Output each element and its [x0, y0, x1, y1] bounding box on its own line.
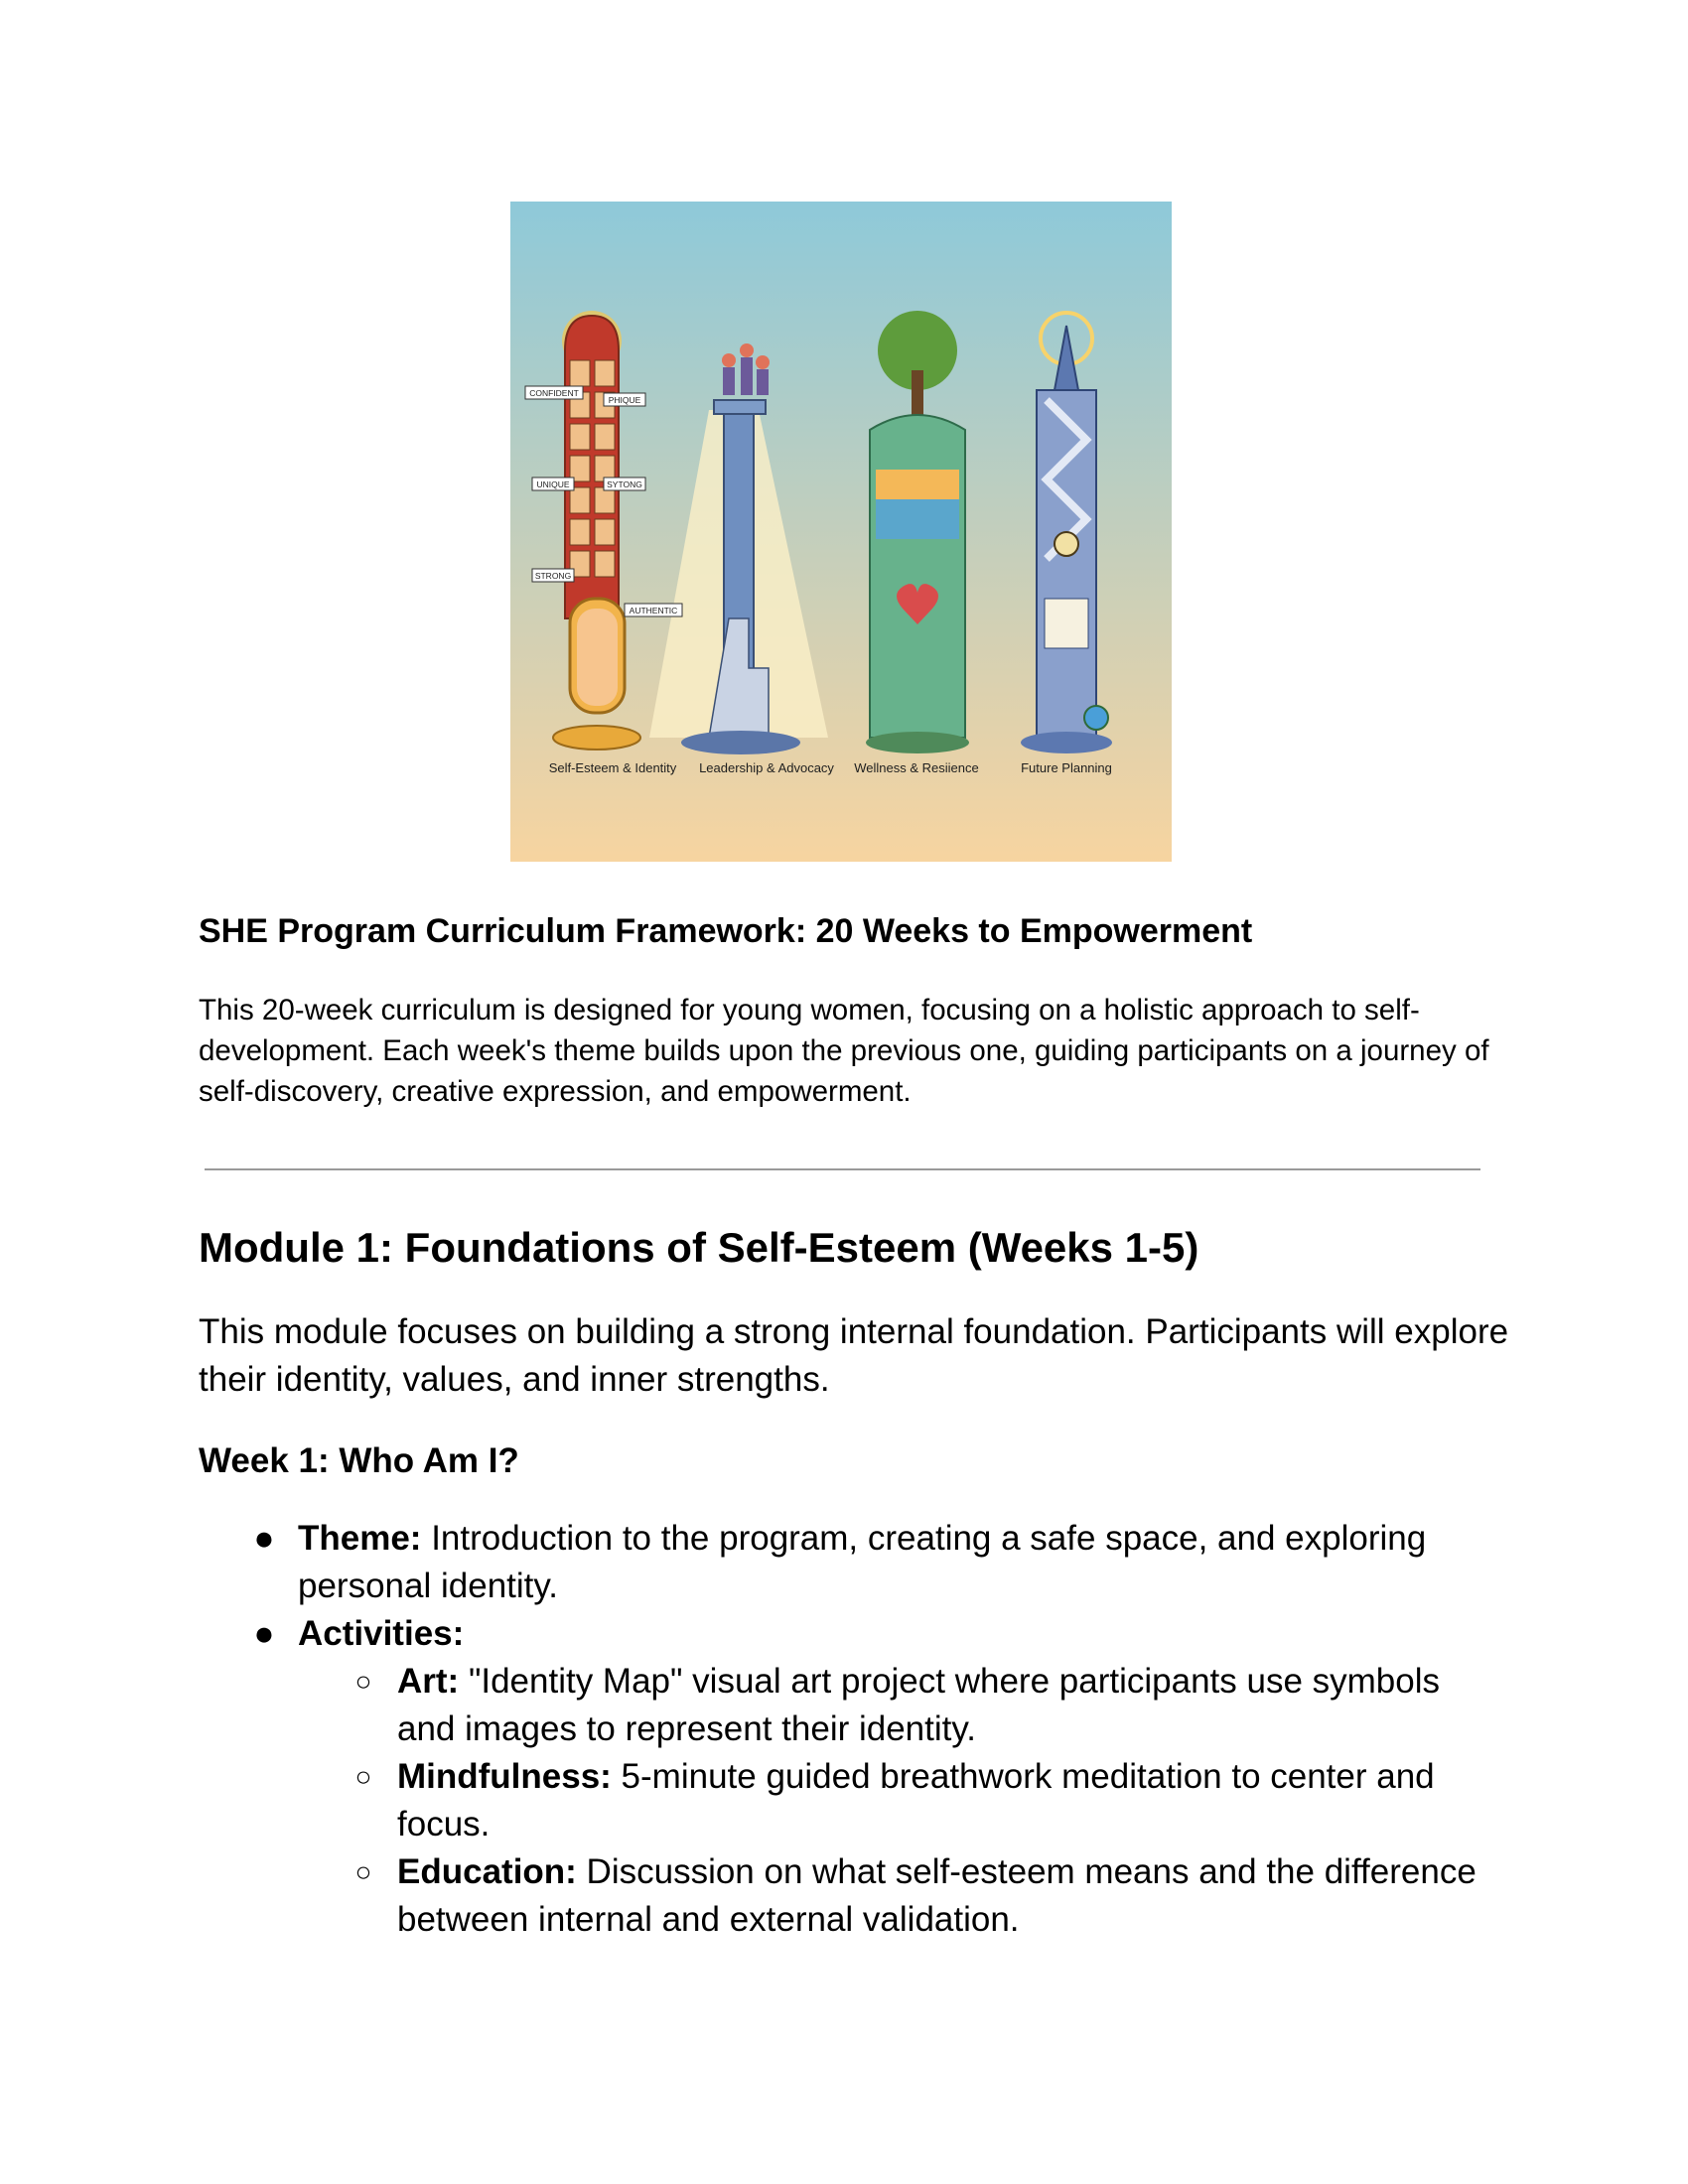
week-details-list — [199, 1515, 1489, 1944]
activity-text: "Identity Map" visual art project where participants use symbols and images to represent their identity. — [397, 1662, 1440, 1748]
list-item-theme — [199, 1515, 1489, 1610]
hollow-bullet-icon: ○ — [354, 1856, 372, 1887]
activity-label: Mindfulness: — [397, 1757, 612, 1796]
tag-strong: STRONG — [534, 571, 572, 581]
bullet-icon: ● — [253, 1614, 275, 1653]
tag-confident: CONFIDENT — [529, 388, 579, 398]
hero-illustration — [510, 202, 1172, 862]
tag-authentic: AUTHENTIC — [629, 606, 678, 615]
list-item-education — [199, 1848, 1489, 1944]
week-title: Week 1: Who Am I? — [199, 1441, 519, 1480]
activity-label: Art: — [397, 1662, 460, 1701]
activity-text: Discussion on what self-esteem means and the difference between internal and external validation. — [397, 1852, 1477, 1939]
list-item-activities — [199, 1610, 1489, 1658]
pillar-label-self-esteem: Self-Esteem & Identity — [548, 760, 677, 775]
activities-label: Activities: — [298, 1614, 465, 1653]
tag-phique: PHIQUE — [608, 395, 641, 405]
list-item-mindfulness — [199, 1753, 1489, 1848]
module-description: This module focuses on building a strong internal foundation. Participants will explore their identity, values, and inner strengths. — [199, 1312, 1509, 1399]
theme-label: Theme: — [298, 1519, 422, 1558]
section-divider — [205, 1168, 1480, 1170]
pillar-label-leadership: Leadership & Advocacy — [699, 760, 834, 775]
bullet-icon: ● — [253, 1519, 275, 1558]
pillar-label-wellness: Wellness & Resiience — [854, 760, 979, 775]
tag-sytong: SYTONG — [607, 479, 642, 489]
activity-text: 5-minute guided breathwork meditation to center and focus. — [397, 1757, 1435, 1843]
pillar-label-future: Future Planning — [1021, 760, 1112, 775]
list-item-art — [199, 1658, 1489, 1753]
theme-text: Introduction to the program, creating a safe space, and exploring personal identity. — [298, 1519, 1427, 1605]
document-title: SHE Program Curriculum Framework: 20 Weeks to Empowerment — [199, 912, 1253, 950]
tag-unique: UNIQUE — [536, 479, 570, 489]
hollow-bullet-icon: ○ — [354, 1761, 372, 1792]
hollow-bullet-icon: ○ — [354, 1666, 372, 1697]
activity-label: Education: — [397, 1852, 577, 1891]
module-title: Module 1: Foundations of Self-Esteem (Weeks 1-5) — [199, 1224, 1199, 1271]
intro-paragraph: This 20-week curriculum is designed for young women, focusing on a holistic approach to self-development. Each week's theme builds upon the previous one, guiding participants on a journey of self-discovery, creative expression, and empowerment. — [199, 994, 1489, 1108]
